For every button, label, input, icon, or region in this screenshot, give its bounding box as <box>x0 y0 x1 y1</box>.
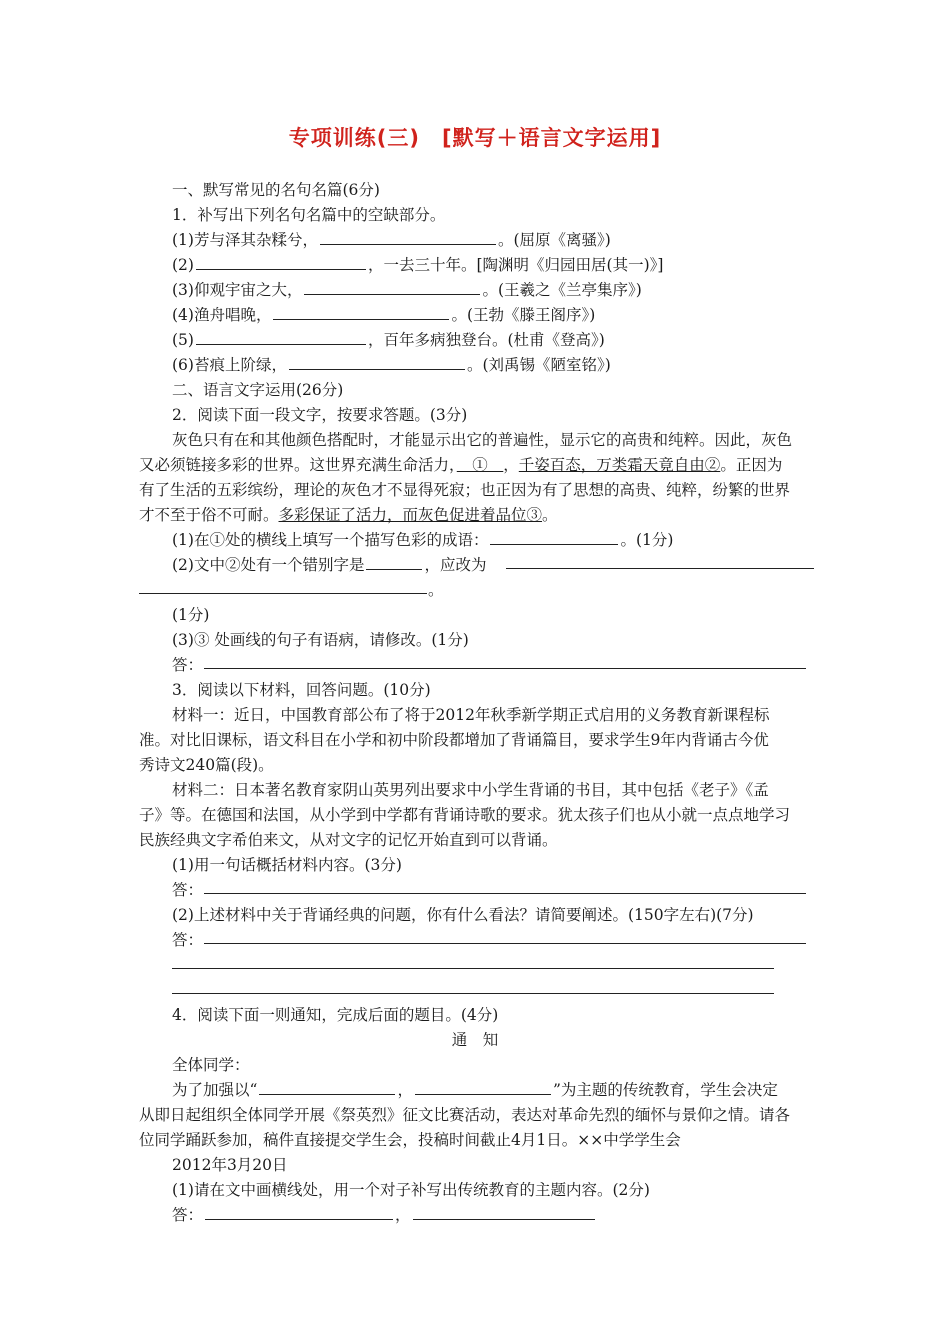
answer-blank[interactable] <box>196 255 366 270</box>
material-2-line-1: 材料二：日本著名教育家阴山英男列出要求中小学生背诵的书目，其中包括《老子》《孟 <box>172 781 769 799</box>
answer-blank[interactable] <box>259 1080 395 1095</box>
notice-date: 2012年3月20日 <box>172 1156 288 1174</box>
answer-line[interactable] <box>172 968 774 969</box>
answer-blank[interactable] <box>320 230 496 245</box>
fill-line-2 <box>172 253 663 275</box>
fill-line-4 <box>172 303 595 325</box>
material-1-line-2: 准。对比旧课标，语文科目在小学和初中阶段都增加了背诵篇目，要求学生9年内背诵古今优 <box>139 731 769 749</box>
subquestion-2-3: (3)③ 处画线的句子有语病，请修改。(1分) <box>172 631 469 649</box>
notice-line-1 <box>172 1078 778 1100</box>
fill-line-1-prefix: (1)芳与泽其杂糅兮， <box>172 231 318 249</box>
answer-blank[interactable] <box>273 305 449 320</box>
answer-blank[interactable] <box>490 530 618 545</box>
fill-line-5-prefix: (5) <box>172 331 194 349</box>
notice-text: ”为主题的传统教育，学生会决定 <box>552 1081 778 1099</box>
separator: ， <box>395 1206 411 1224</box>
page-title: 专项训练(三) [默写＋语言文字运用] <box>288 126 662 150</box>
fill-line-6 <box>172 353 611 375</box>
passage-text: 又必须链接多彩的世界。这世界充满生命活力， <box>139 456 457 474</box>
question-3-stem: 3．阅读以下材料，回答问题。(10分) <box>172 681 431 699</box>
subquestion-3-2: (2)上述材料中关于背诵经典的问题，你有什么看法？请简要阐述。(150字左右)(7分) <box>172 906 754 924</box>
answer-blank[interactable] <box>205 1205 393 1220</box>
underlined-phrase-2: 千姿百态，万类霜天竟自由② <box>518 456 721 474</box>
fill-line-6-suffix: 。(刘禹锡《陋室铭》) <box>466 356 611 374</box>
subquestion-4-1: (1)请在文中画横线处，用一个对子补写出传统教育的主题内容。(2分) <box>172 1181 650 1199</box>
fill-line-3 <box>172 278 642 300</box>
answer-row <box>172 1203 597 1225</box>
answer-label: 答： <box>172 881 204 899</box>
answer-blank[interactable] <box>366 555 422 570</box>
question-4-stem: 4．阅读下面一则通知，完成后面的题目。(4分) <box>172 1006 499 1024</box>
passage-text: 才不至于俗不可耐。 <box>139 506 279 524</box>
answer-label: 答： <box>172 1206 204 1224</box>
passage-line-1: 灰色只有在和其他颜色搭配时，才能显示出它的普遍性，显示它的高贵和纯粹。因此，灰色 <box>172 431 793 449</box>
answer-blank[interactable] <box>304 280 480 295</box>
material-2-line-2: 子》等。在德国和法国，从小学到中学都有背诵诗歌的要求。犹太孩子们也从小就一点点地学习 <box>139 806 791 824</box>
period: 。 <box>428 581 444 599</box>
material-1-line-3: 秀诗文240篇(段)。 <box>139 756 274 774</box>
passage-text: 。正因为 <box>720 456 783 474</box>
subquestion-text: (2)文中②处有一个错别字是 <box>172 556 365 574</box>
answer-blank[interactable] <box>196 330 366 345</box>
answer-line[interactable] <box>139 593 427 594</box>
subquestion-text: (1)在①处的横线上填写一个描写色彩的成语： <box>172 531 489 549</box>
answer-line[interactable] <box>204 943 806 944</box>
notice-title: 通 知 <box>451 1031 499 1049</box>
fill-line-5 <box>172 328 605 350</box>
section-2-heading: 二、语言文字运用(26分) <box>172 381 344 399</box>
fill-line-1 <box>172 228 611 250</box>
fill-line-2-suffix: ，一去三十年。[陶渊明《归园田居(其一)》] <box>367 256 664 274</box>
notice-line-2: 从即日起组织全体同学开展《祭英烈》征文比赛活动，表达对革命先烈的缅怀与景仰之情。请各 <box>139 1106 791 1124</box>
answer-blank[interactable] <box>413 1205 595 1220</box>
fill-line-3-suffix: 。(王羲之《兰亭集序》) <box>482 281 642 299</box>
answer-blank[interactable] <box>415 1080 551 1095</box>
passage-line-3: 有了生活的五彩缤纷，理论的灰色才不显得死寂；也正因为有了思想的高贵、纯粹，纷繁的世界 <box>139 481 791 499</box>
passage-text: 。 <box>542 506 558 524</box>
answer-label: 答： <box>172 931 204 949</box>
section-1-heading: 一、默写常见的名句名篇(6分) <box>172 181 380 199</box>
notice-text: 为了加强以“ <box>172 1081 258 1099</box>
subquestion-text: 。(1分) <box>620 531 674 549</box>
answer-blank[interactable] <box>289 355 465 370</box>
fill-line-2-prefix: (2) <box>172 256 194 274</box>
fill-line-4-suffix: 。(王勃《滕王阁序》) <box>451 306 596 324</box>
fill-line-4-prefix: (4)渔舟唱晚， <box>172 306 272 324</box>
passage-line-4 <box>139 503 558 525</box>
subquestion-text: ，应改为 <box>424 556 487 574</box>
fill-line-6-prefix: (6)苔痕上阶绿， <box>172 356 287 374</box>
passage-line-2 <box>139 453 782 475</box>
subquestion-3-1: (1)用一句话概括材料内容。(3分) <box>172 856 402 874</box>
answer-label: 答： <box>172 656 204 674</box>
subquestion-2-2 <box>172 553 486 575</box>
answer-line[interactable] <box>506 568 814 569</box>
answer-line[interactable] <box>204 893 806 894</box>
notice-greeting: 全体同学： <box>172 1056 250 1074</box>
question-2-stem: 2．阅读下面一段文字，按要求答题。(3分) <box>172 406 468 424</box>
fill-line-3-prefix: (3)仰观宇宙之大， <box>172 281 303 299</box>
blank-marker-1: ① <box>456 456 504 474</box>
underlined-sentence-3: 多彩保证了活力，而灰色促进着品位③ <box>278 506 543 524</box>
fill-line-1-suffix: 。(屈原《离骚》) <box>497 231 611 249</box>
question-1-stem: 1．补写出下列名句名篇中的空缺部分。 <box>172 206 446 224</box>
fill-line-5-suffix: ，百年多病独登台。(杜甫《登高》) <box>367 331 605 349</box>
notice-line-3: 位同学踊跃参加，稿件直接提交学生会，投稿时间截止4月1日。××中学学生会 <box>139 1131 681 1149</box>
score-note: (1分) <box>172 606 210 624</box>
subquestion-2-1 <box>172 528 673 550</box>
material-2-line-3: 民族经典文字希伯来文，从对文字的记忆开始直到可以背诵。 <box>139 831 558 849</box>
answer-line[interactable] <box>172 993 774 994</box>
answer-line[interactable] <box>204 668 806 669</box>
notice-text: ， <box>397 1081 413 1099</box>
passage-text: ， <box>503 456 519 474</box>
material-1-line-1: 材料一：近日，中国教育部公布了将于2012年秋季新学期正式启用的义务教育新课程标 <box>172 706 770 724</box>
